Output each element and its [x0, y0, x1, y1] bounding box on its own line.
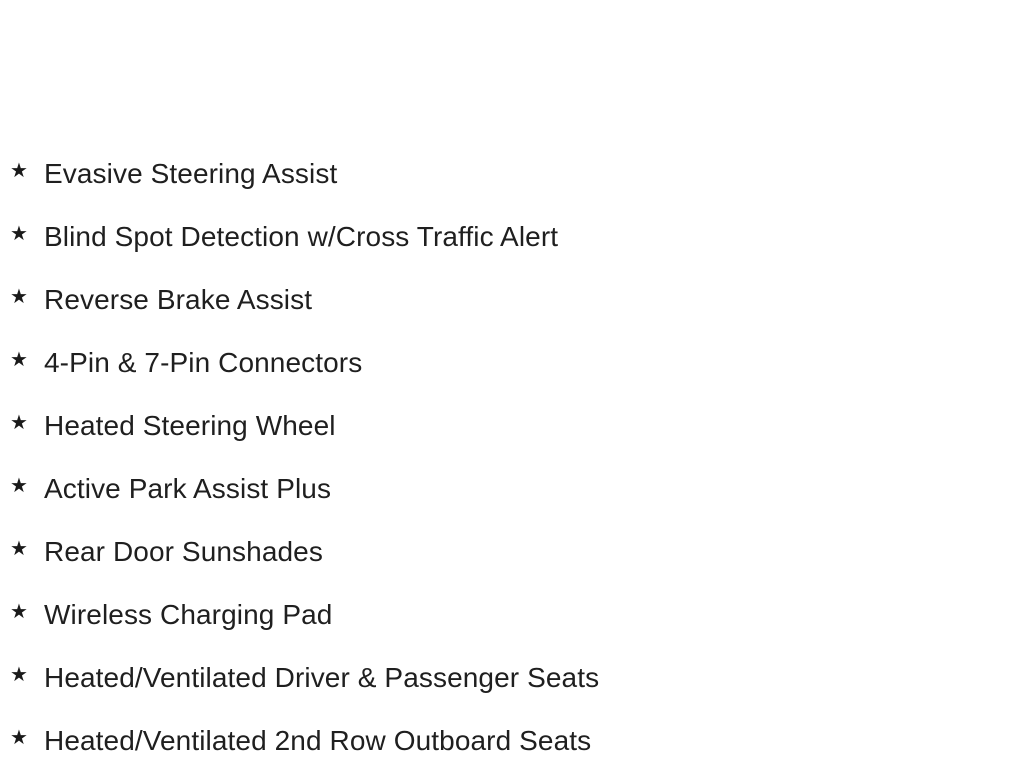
star-icon: ★ [10, 726, 28, 749]
list-item [10, 205, 599, 268]
list-item [10, 520, 599, 583]
star-icon: ★ [10, 663, 28, 686]
star-icon: ★ [10, 474, 28, 497]
feature-label: Active Park Assist Plus [44, 472, 332, 504]
feature-label: Rear Door Sunshades [44, 535, 323, 567]
star-icon: ★ [10, 537, 28, 560]
feature-label: 4-Pin & 7-Pin Connectors [44, 346, 363, 378]
star-icon: ★ [10, 159, 28, 182]
star-icon: ★ [10, 348, 28, 371]
star-icon: ★ [10, 411, 28, 434]
list-item [10, 457, 599, 520]
list-item [10, 394, 599, 457]
list-item [10, 709, 599, 772]
feature-label: Heated/Ventilated Driver & Passenger Seats [44, 661, 600, 693]
list-item [10, 331, 599, 394]
feature-label: Reverse Brake Assist [44, 283, 313, 315]
feature-label: Wireless Charging Pad [44, 598, 333, 630]
star-icon: ★ [10, 600, 28, 623]
list-item [10, 142, 599, 205]
star-icon: ★ [10, 222, 28, 245]
star-icon: ★ [10, 285, 28, 308]
list-item [10, 268, 599, 331]
feature-label: Heated/Ventilated 2nd Row Outboard Seats [44, 724, 592, 756]
feature-label: Blind Spot Detection w/Cross Traffic Alert [44, 220, 559, 252]
feature-label: Evasive Steering Assist [44, 157, 338, 189]
list-item [10, 646, 599, 709]
list-item [10, 583, 599, 646]
feature-list [10, 142, 599, 772]
feature-label: Heated Steering Wheel [44, 409, 336, 441]
